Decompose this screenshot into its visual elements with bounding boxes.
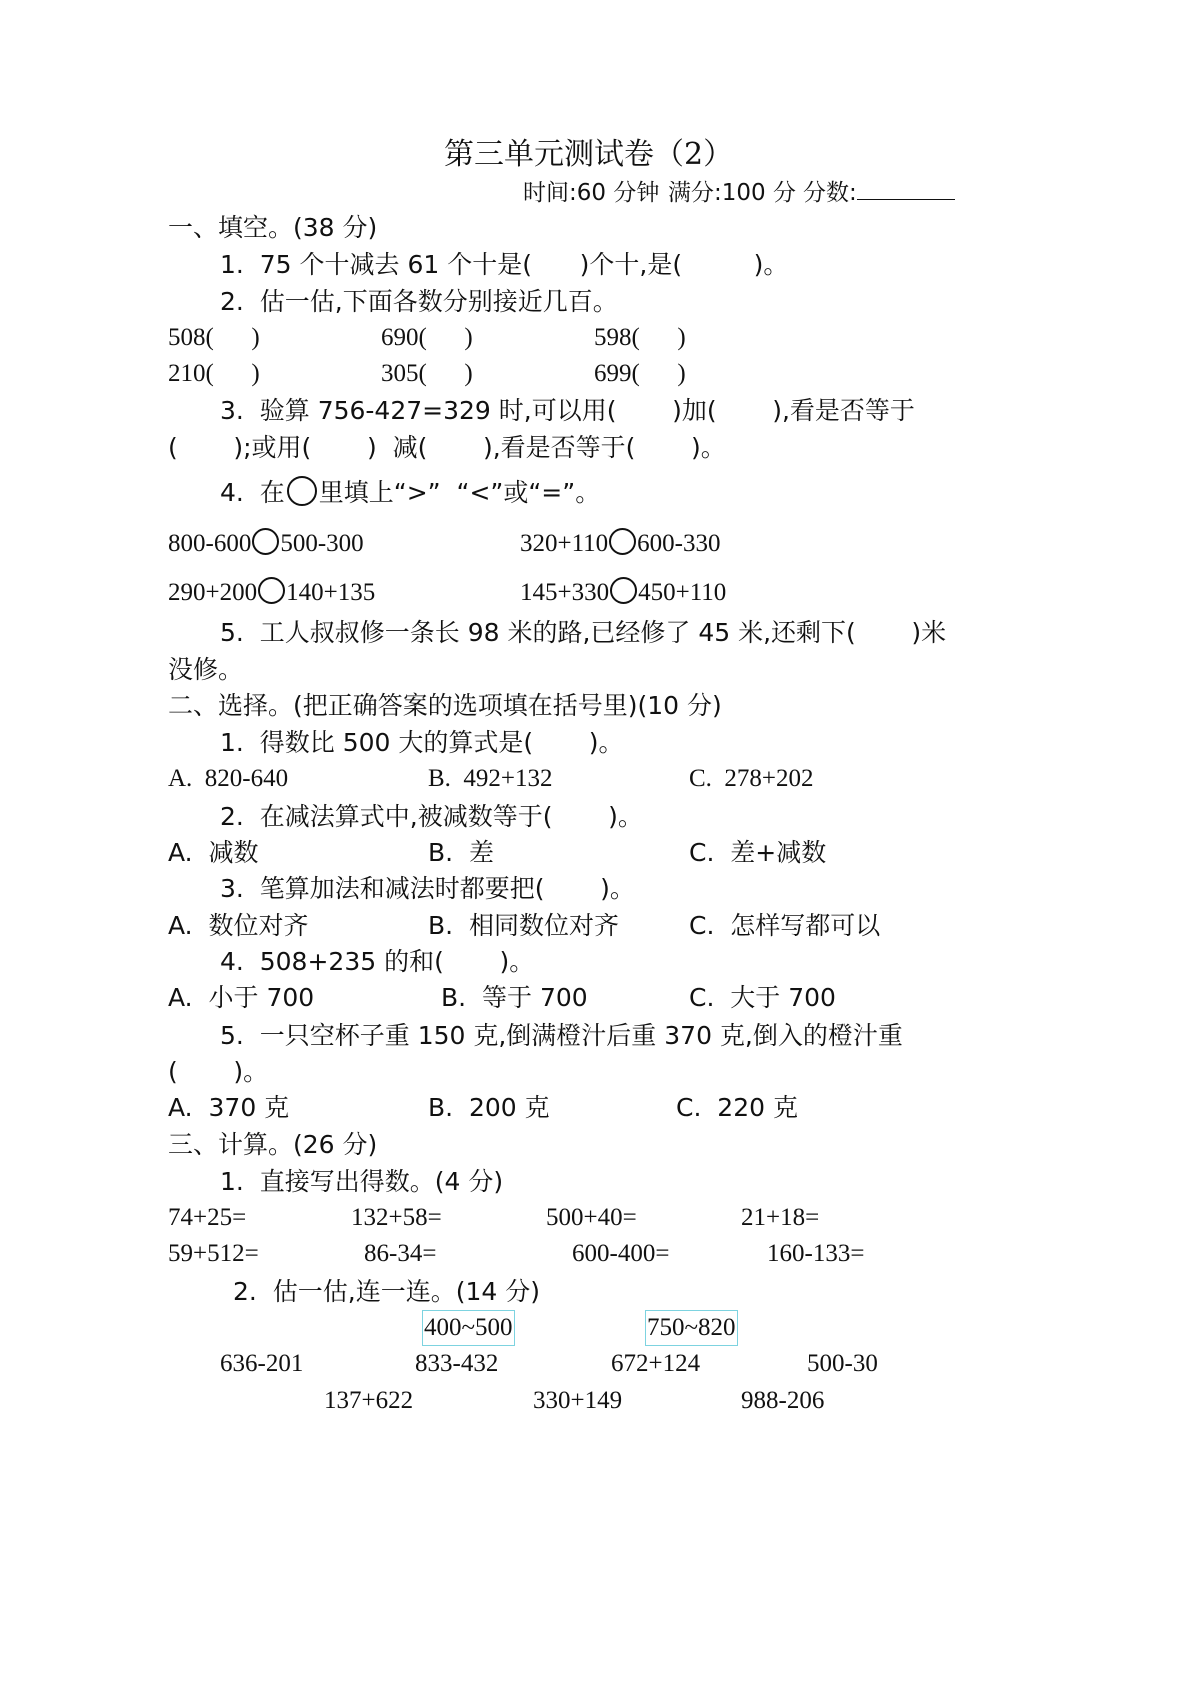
s2-question-3: 3. 笔算加法和减法时都要把( )。 [220,874,635,903]
option-b: B. 200 克 [428,1093,550,1122]
compare-right: 600-330 [637,530,721,557]
section-1-heading: 一、填空。(38 分) [168,213,378,242]
s2-question-4: 4. 508+235 的和( )。 [220,947,535,976]
score-label: 分数: [803,180,857,206]
compare-item [168,527,364,561]
s2-question-1: 1. 得数比 500 大的算式是( )。 [220,728,624,757]
calc-item: 160-133= [767,1240,865,1267]
expression-item[interactable]: 330+149 [533,1387,623,1414]
s1-question-5-line-1: 5. 工人叔叔修一条长 98 米的路,已经修了 45 米,还剩下( )米 [220,618,947,647]
option-c: C. 差+减数 [689,838,827,867]
compare-right: 140+135 [286,579,376,606]
expression-item[interactable]: 636-201 [220,1350,304,1377]
q4-suffix: 里填上“>” “<”或“=”。 [318,478,601,507]
s1-question-3-line-1: 3. 验算 756-427=329 时,可以用( )加( ),看是否等于 [220,396,915,425]
option-a: A. 370 克 [168,1093,290,1122]
option-c: C. 220 克 [676,1093,798,1122]
calc-item: 21+18= [741,1204,820,1231]
compare-circle[interactable] [610,577,637,604]
compare-left: 145+330 [520,579,610,606]
section-2-heading: 二、选择。(把正确答案的选项填在括号里)(10 分) [168,691,722,720]
s3-question-1: 1. 直接写出得数。(4 分) [220,1167,504,1196]
range-box[interactable]: 400~500 [422,1310,515,1346]
s2-question-5-line-2: ( )。 [168,1057,269,1086]
circle-icon [287,476,317,506]
compare-circle[interactable] [258,577,285,604]
compare-left: 290+200 [168,579,258,606]
q4-prefix: 4. 在 [220,478,285,507]
option-c: C. 怎样写都可以 [689,911,881,940]
compare-left: 320+110 [520,530,609,557]
compare-circle[interactable] [252,528,279,555]
calc-item: 132+58= [351,1204,442,1231]
option-a: A. 小于 700 [168,983,315,1012]
option-a: A. 减数 [168,838,259,867]
calc-item: 74+25= [168,1204,247,1231]
s1-question-4 [220,476,600,510]
compare-item [520,576,726,610]
s2-question-5-line-1: 5. 一只空杯子重 150 克,倒满橙汁后重 370 克,倒入的橙汁重 [220,1021,903,1050]
expression-item[interactable]: 500-30 [807,1350,878,1377]
option-a: A. 数位对齐 [168,911,309,940]
estimate-item: 690( ) [381,324,473,351]
expression-item[interactable]: 137+622 [324,1387,414,1414]
option-b: B. 相同数位对齐 [428,911,619,940]
estimate-item: 699( ) [594,360,686,387]
option-b: B. 492+132 [428,765,553,792]
calc-item: 59+512= [168,1240,259,1267]
calc-item: 500+40= [546,1204,637,1231]
exam-time: 时间:60 分钟 [523,180,660,206]
estimate-item: 210( ) [168,360,260,387]
s2-question-2: 2. 在减法算式中,被减数等于( )。 [220,802,643,831]
compare-circle[interactable] [609,528,636,555]
s3-question-2: 2. 估一估,连一连。(14 分) [233,1277,540,1306]
expression-item[interactable]: 833-432 [415,1350,499,1377]
estimate-item: 598( ) [594,324,686,351]
range-box[interactable]: 750~820 [645,1310,738,1346]
calc-item: 86-34= [364,1240,437,1267]
s1-question-1: 1. 75 个十减去 61 个十是( )个十,是( )。 [220,250,789,279]
option-c: C. 278+202 [689,765,814,792]
compare-right: 450+110 [638,579,727,606]
s1-question-5-line-2: 没修。 [168,655,244,684]
score-field [803,176,955,210]
option-b: B. 等于 700 [441,983,588,1012]
calc-item: 600-400= [572,1240,670,1267]
expression-item[interactable]: 988-206 [741,1387,825,1414]
estimate-item: 305( ) [381,360,473,387]
section-3-heading: 三、计算。(26 分) [168,1130,378,1159]
option-a: A. 820-640 [168,765,289,792]
estimate-item: 508( ) [168,324,260,351]
compare-left: 800-600 [168,530,252,557]
compare-right: 500-300 [280,530,364,557]
option-b: B. 差 [428,838,494,867]
s1-question-3-line-2: ( );或用( ) 减( ),看是否等于( )。 [168,433,726,462]
expression-item[interactable]: 672+124 [611,1350,701,1377]
score-blank[interactable] [857,177,955,200]
s1-question-2: 2. 估一估,下面各数分别接近几百。 [220,287,618,316]
exam-full-score: 满分:100 分 [668,180,796,206]
option-c: C. 大于 700 [689,983,836,1012]
compare-item [520,527,721,561]
compare-item [168,576,375,610]
page-title: 第三单元测试卷（2） [444,137,734,172]
